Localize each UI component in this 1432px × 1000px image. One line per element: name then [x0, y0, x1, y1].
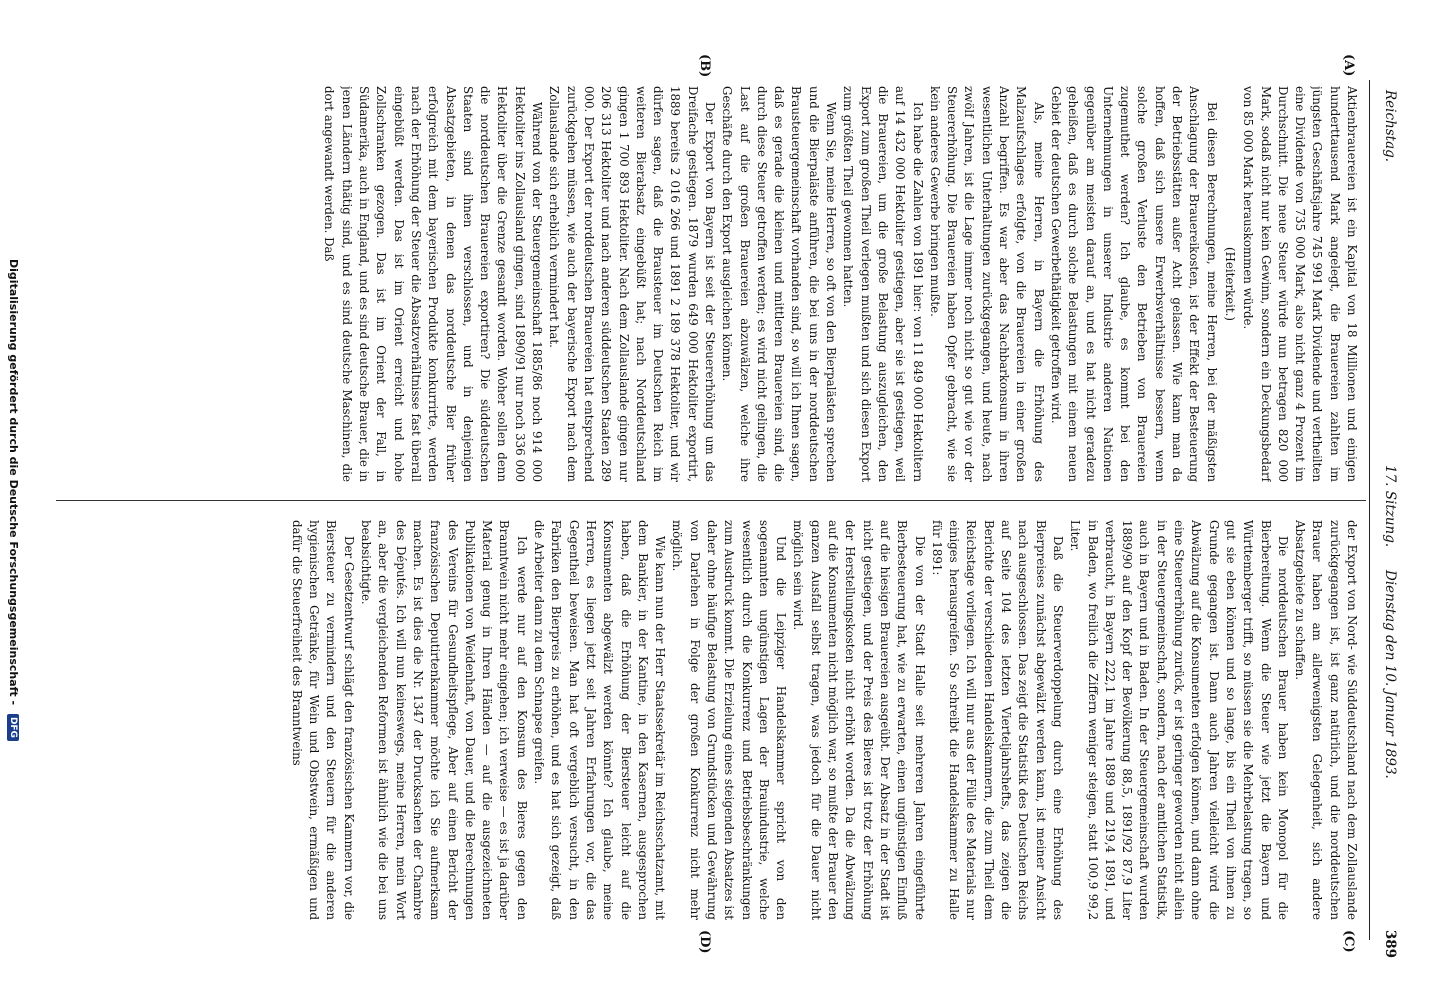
paragraph: Ich habe die Zahlen von 1891 hier: von 11 849 000 Hektolitern auf 14 432 000 Hektoliter gestiegen, aber sie ist gestiegen, weil die Brauereien, um die große Belastung auszugleichen, den Export zum großen Theil verlegen mußten und sich diesen Export zum größten Theil gewonnen hatten.	[841, 86, 925, 482]
paragraph: Als, meine Herren, in Bayern die Erhöhung des Malzaufschlages erfolgte, von die Brauereien in einer großen Anzahl begriffen. Es war aber das Nachbarkonsum in ihren wesentlichen Unterhaltungen zurückgegangen, und heute, nach zwölf Jahren, ist die Lage immer noch nicht so gut wie vor der Steuererhöhung. Die Brauereien haben Opfer gebracht, wie sie kein anderes Gewerbe bringen mußte.	[927, 86, 1046, 482]
paragraph: Bei diesen Berechnungen, meine Herren, bei der mäßigsten Anschlagung der Brauereikosten, ist der Effekt der Besteuerung der Betriebsstätten außer Acht gelassen. Wie kann man da hoffen, daß sich unsere Erwerbsverhältnisse bessern, wenn solche großen Verluste den Betrieben von Brauereien zugemuthet werden? Ich glaube, es kommt bei den Unternehmungen in unserer Industrie anderen Nationen gegenüber am meisten darauf an, und es hat nicht geradezu geheißen, daß es durch solche Belastungen mit einem neuen Gebiet der deutschen Gewerbethätigkeit getroffen wird.	[1048, 86, 1219, 482]
credit-text: Digitalisierung gefördert durch die Deutsche Forschungsgemeinschaft -	[7, 259, 20, 706]
margin-mark-b: (B)	[697, 54, 712, 78]
page-header	[1376, 90, 1398, 958]
quotation: Die von der Stadt Halle seit mehreren Jahren eingeführte Bierbesteuerung hat, wie zu erwarten, einen ungünstigen Einfluß auf die hiesigen Brauereien ausgeübt. Der Absatz in der Stadt ist nicht gestiegen, und der Preis des Bieres ist trotz der Erhöhung der Herstellungskosten nicht erhöht worden. Da die Abwälzung auf die Konsumenten nicht möglich war, so mußte der Brauer den ganzen Ausfall selbst tragen, was jedoch für die Dauer nicht möglich sein wird.	[791, 520, 927, 920]
paragraph: Wenn Sie, meine Herren, so oft von den Bierpalästen sprechen und die Bierpaläste anführen, die bei uns in der norddeutschen Brausteuergemeinschaft vorhanden sind, so will ich Ihnen sagen, daß es gerade die kleinen und mittleren Brauereien sind, die durch diese Steuer getroffen werden; es wird nicht gelingen, die Last auf die großen Brauereien abzuwälzen, welche ihre Geschäfte durch den Export ausgleichen können.	[720, 86, 839, 482]
right-column	[60, 520, 1360, 920]
paragraph: Der Export von Bayern ist seit der Steuererhöhung um das Dreifache gestiegen. 1879 wurden 649 000 Hektoliter exportirt, 1889 bereits 2 016 266 und 1891 2 189 378 Hektoliter, und wir dürfen sagen, daß die Brausteuer im Deutschen Reich im weiteren Bierabsatz eingebüßt hat; nach Norddeutschland gingen 1 700 893 Hektoliter. Nach dem Zollauslande gingen nur 206 313 Hektoliter und nach anderen süddeutschen Staaten 289 000. Der Export der norddeutschen Brauereien hat entsprechend zurückgehen müssen, wie auch der bayerische Export nach dem Zollauslande sich erheblich vermindert hat.	[547, 86, 718, 482]
page-number: 389	[1382, 929, 1398, 958]
digitization-credit	[2, 0, 20, 1000]
paragraph: Und die Leipziger Handelskammer spricht von den sogenannten ungünstigen Lagen der Brauindustrie, welche wesentlich durch die Konkurrenz und Betriebsbeschränkungen zum Ausdruck kommt. Die Erzielung eines steigenden Absatzes ist daher ohne häufige Belastung von Grundstücken und Gewährung von Darlehen in Folge der großen Konkurrenz nicht mehr möglich.	[670, 520, 789, 920]
margin-mark-c: (C)	[1341, 930, 1356, 953]
left-column	[60, 86, 1360, 482]
paragraph: Die norddeutschen Brauer haben kein Monopol für die Bierbereitung. Wenn die Steuer wie jetzt die Bayern und Württemberger trifft, so müssen sie die Mehrbelastung tragen, so gut sie eben können und so lange, bis ein Theil von ihnen zu Grunde gegangen ist. Dann auch Jahren vielleicht wird die Abwälzung auf die Konsumenten erfolgen können, und dann ohne eine Steuererhöhung zurück, er ist geringer geworden nicht allein in der Steuergemeinschaft, sondern, nach der amtlichen Statistik, auch in Bayern und in Baden. In der Steuergemeinschaft wurden 1889/90 auf den Kopf der Bevölkerung 88,5, 1891/92 87,9 Liter verbraucht, in Bayern 222,1 im Jahre 1889 und 219,4 1891, und in Baden, wo freilich die Ziffern weniger steigen, statt 100,9 99,2 Liter.	[1068, 520, 1290, 920]
paragraph: der Export von Nord- wie Süddeutschland nach dem Zollauslande zurückgegangen ist, ist ganz natürlich, und die norddeutschen Brauer haben am allerwenigsten Gelegenheit, sich andere Absatzgebiete zu schaffen.	[1293, 520, 1359, 920]
header-date: Dienstag den 10. Januar 1893.	[1382, 570, 1398, 779]
paragraph: Während von der Steuergemeinschaft 1885/86 noch 914 000 Hektoliter ins Zollausland gingen, sind 1890/91 nur noch 336 000 Hektoliter über die Grenze gesandt worden. Woher sollen denn die norddeutschen Brauereien exportiren? Die süddeutschen Staaten sind ihnen verschlossen, und in denjenigen Absatzgebieten, in denen das norddeutsche Bier früher erfolgreich mit dem bayerischen Produkte konkurrirte, werden nach der Erhöhung der Steuer die Absatzverhältnisse fast überall eingebüßt werden. Das ist im Orient erreicht und hohe Zollschranken gezogen. Das ist im Orient der Fall, in Südamerika, auch in England, und es sind deutsche Brauer, die in jenen Ländern thätig sind, und es sind deutsche Maschinen, die dort angewandt werden. Daß	[322, 86, 545, 482]
header-session: 17. Sitzung.	[1382, 465, 1398, 548]
paragraph: Ich werde nur auf den Konsum des Bieres gegen den Branntwein nicht mehr eingehen; ich verweise — es ist ja darüber Material genug in Ihren Händen — auf die ausgezeichneten Publikationen von Weidenhaft, von Dauer, und die Berechnungen des Vereins für Gesundheitspflege, Aber auf einen Bericht der französischen Deputirtenkammer möchte ich Sie aufmerksam machen. Es ist dies die Nr. 1347 der Drucksachen der Chambre des Députés. Ich will nun keineswegs, meine Herren, mein Wort an, aber die vergleichenden Reformen ist ähnlich wie die bei uns beabsichtigte.	[359, 520, 529, 920]
column-divider	[56, 500, 1366, 501]
header-rule	[1369, 80, 1370, 940]
margin-mark-a: (A)	[1341, 54, 1356, 77]
margin-mark-d: (D)	[697, 930, 712, 954]
paragraph: Der Gesetzentwurf schlägt den französischen Kammern vor, die Biersteuer zu vermindern und den Steuern für die anderen hygienischen Getränke, für Wein und Obstwein, ermäßigen und dafür die Steuerfreiheit des Branntweins	[289, 520, 356, 920]
interjection: (Heiterkeit.)	[1222, 246, 1237, 321]
paragraph: Wie kann nun der Herr Staatssekretär im Reichsschatzamt, mit dem Bankier, in der Kantine, in den Kasernen, ausgesprochen haben, daß die Erhöhung der Biersteuer leicht auf die Konsumenten abgewälzt werden könnte? Ich glaube, meine Herren, es liegen jetzt seit Jahren Erfahrungen vor, die das Gegentheil beweisen. Man hat oft vergeblich versucht, in den Fabriken den Bierpreis zu erhöhen, und es hat sich gezeigt, daß die Arbeiter dann zu dem Schnapse greifen.	[532, 520, 668, 920]
header-section: Reichstag.	[1382, 90, 1398, 163]
dfg-logo: DFG	[7, 714, 19, 741]
paragraph: Aktienbrauereien ist ein Kapital von 18 Millionen und einigen hunderttausend Mark angelegt, die Brauereien zahlten im jüngsten Geschäftsjahre 745 991 Mark Dividende und vertheilten eine Dividende von 735 000 Mark, also nicht ganz 4 Prozent im Durchschnitt. Die neue Steuer würde nun betragen 820 000 Mark, sodaß nicht nur kein Gewinn, sondern ein Deckungsbedarf von 85 000 Mark herauskommen würde.	[1241, 86, 1359, 482]
paragraph: Daß die Steuerverdoppelung durch eine Erhöhung des Bierpreises zunächst abgewälzt werden kann, ist meiner Ansicht nach ausgeschlossen. Das zeigt die Statistik des Deutschen Reichs auf Seite 104 des letzten Vierteljahrshefts, das zeigen die Berichte der verschiedenen Handelskammern, die zum Theil dem Reichstage vorliegen. Ich will nur aus der Fülle des Materials nur einiges herausgreifen. So schreibt die Handelskammer zu Halle für 1891:	[929, 520, 1065, 920]
